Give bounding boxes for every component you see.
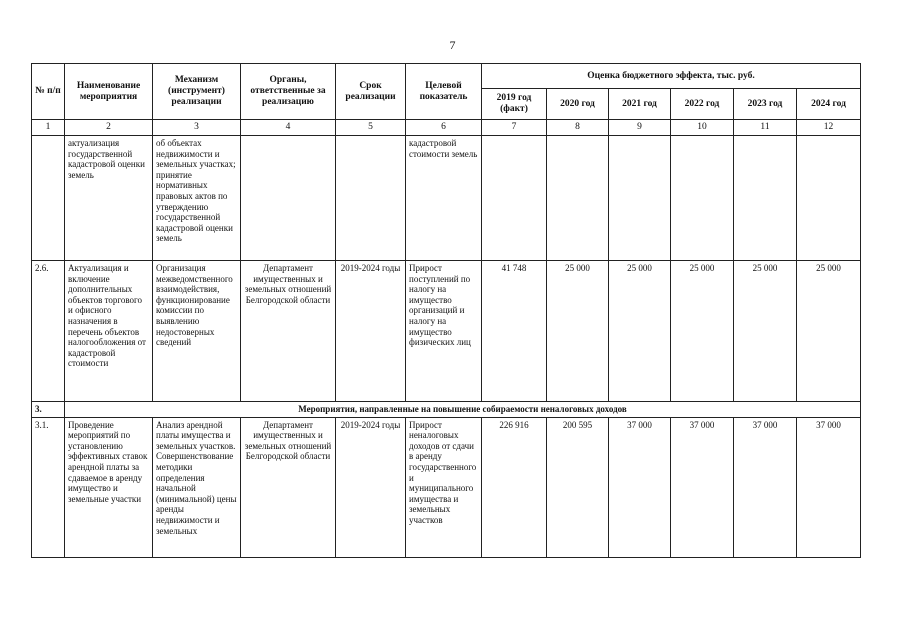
column-number: 6	[406, 120, 482, 136]
row-term: 2019-2024 годы	[336, 417, 406, 557]
column-number: 9	[609, 120, 671, 136]
row-value-2022: 37 000	[671, 417, 734, 557]
header-year-2019: 2019 год (факт)	[482, 89, 547, 120]
column-number: 12	[797, 120, 861, 136]
row-value-2021	[609, 136, 671, 261]
header-year-2021: 2021 год	[609, 89, 671, 120]
page-number: 7	[449, 38, 456, 52]
table-row	[32, 417, 861, 557]
column-numbers-row	[32, 120, 861, 136]
row-value-2019: 226 916	[482, 417, 547, 557]
header-name: Наименование мероприятия	[65, 64, 153, 120]
row-value-2021: 37 000	[609, 417, 671, 557]
row-value-2020: 200 595	[547, 417, 609, 557]
row-mechanism: Организация межведомственного взаимодействия, функционирование комиссии по выявлению недостоверных сведений	[153, 261, 241, 402]
table-row	[32, 261, 861, 402]
row-name: Актуализация и включение дополнительных объектов торгового и офисного назначения в перечень объектов налогообложения от кадастровой стоимости	[65, 261, 153, 402]
row-organs: Департамент имущественных и земельных отношений Белгородской области	[241, 417, 336, 557]
row-value-2024: 25 000	[797, 261, 861, 402]
column-number: 5	[336, 120, 406, 136]
row-value-2023	[734, 136, 797, 261]
row-value-2022: 25 000	[671, 261, 734, 402]
header-year-2024: 2024 год	[797, 89, 861, 120]
section-num: 3.	[32, 402, 65, 418]
row-value-2020	[547, 136, 609, 261]
row-value-2023: 25 000	[734, 261, 797, 402]
row-num: 2.6.	[32, 261, 65, 402]
table-row	[32, 136, 861, 261]
header-row	[32, 64, 861, 89]
row-organs: Департамент имущественных и земельных отношений Белгородской области	[241, 261, 336, 402]
row-value-2020: 25 000	[547, 261, 609, 402]
row-value-2021: 25 000	[609, 261, 671, 402]
row-organs	[241, 136, 336, 261]
header-year-2020: 2020 год	[547, 89, 609, 120]
row-mechanism: Анализ арендной платы имущества и земельных участков. Совершенствование методики определения начальной (минимальной) цены аренды недвижимости и земельных	[153, 417, 241, 557]
header-budget-effect: Оценка бюджетного эффекта, тыс. руб.	[482, 64, 861, 89]
row-indicator: кадастровой стоимости земель	[406, 136, 482, 261]
header-indicator: Целевой показатель	[406, 64, 482, 120]
column-number: 11	[734, 120, 797, 136]
column-number: 8	[547, 120, 609, 136]
section-row	[32, 402, 861, 418]
header-year-2022: 2022 год	[671, 89, 734, 120]
budget-table	[31, 63, 861, 558]
row-value-2019: 41 748	[482, 261, 547, 402]
header-organs: Органы, ответственные за реализацию	[241, 64, 336, 120]
row-indicator: Прирост неналоговых доходов от сдачи в аренду государственного и муниципального имущества и земельных участков	[406, 417, 482, 557]
section-title: Мероприятия, направленные на повышение собираемости неналоговых доходов	[65, 402, 861, 418]
row-num: 3.1.	[32, 417, 65, 557]
column-number: 7	[482, 120, 547, 136]
row-value-2024	[797, 136, 861, 261]
header-num: № п/п	[32, 64, 65, 120]
row-value-2022	[671, 136, 734, 261]
column-number: 1	[32, 120, 65, 136]
column-number: 10	[671, 120, 734, 136]
header-term: Срок реализации	[336, 64, 406, 120]
row-term: 2019-2024 годы	[336, 261, 406, 402]
row-indicator: Прирост поступлений по налогу на имущество организаций и налогу на имущество физических лиц	[406, 261, 482, 402]
row-value-2024: 37 000	[797, 417, 861, 557]
row-value-2019	[482, 136, 547, 261]
row-value-2023: 37 000	[734, 417, 797, 557]
header-mechanism: Механизм (инструмент) реализации	[153, 64, 241, 120]
column-number: 3	[153, 120, 241, 136]
header-year-2023: 2023 год	[734, 89, 797, 120]
column-number: 2	[65, 120, 153, 136]
row-num	[32, 136, 65, 261]
row-name: Проведение мероприятий по установлению эффективных ставок арендной платы за сдаваемое в аренду имущество и земельные участки	[65, 417, 153, 557]
column-number: 4	[241, 120, 336, 136]
row-name: актуализация государственной кадастровой оценки земель	[65, 136, 153, 261]
row-mechanism: об объектах недвижимости и земельных участках; принятие нормативных правовых актов по утверждению государственной кадастровой оценки земель	[153, 136, 241, 261]
row-term	[336, 136, 406, 261]
